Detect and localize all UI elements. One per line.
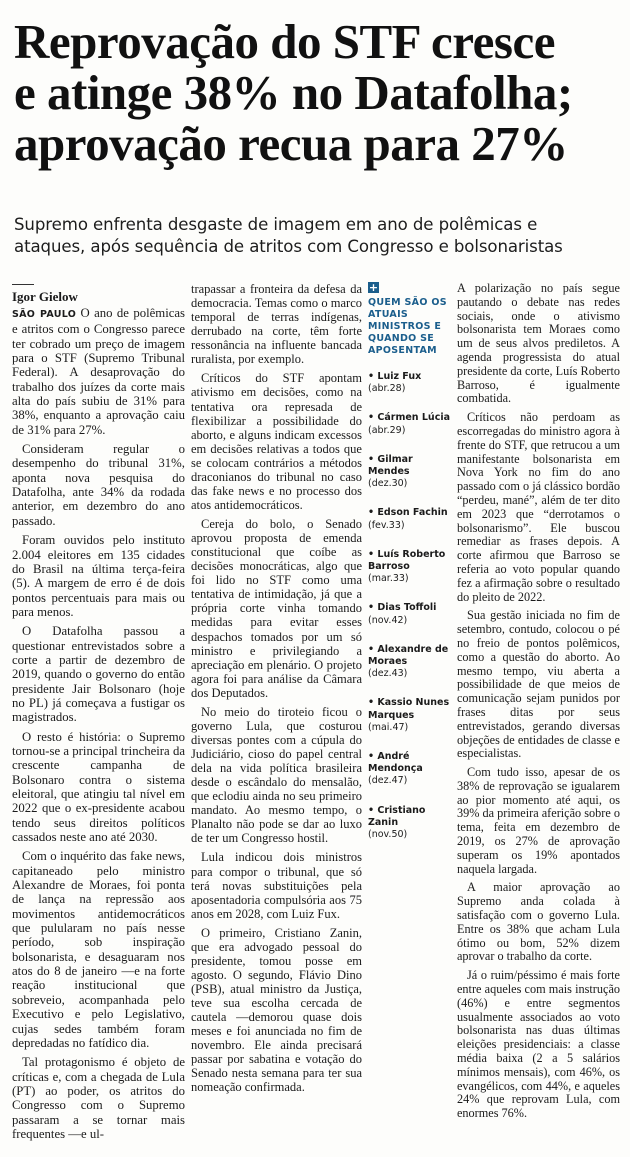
- retirement-date: (dez.47): [368, 775, 408, 787]
- plus-icon: +: [368, 281, 379, 294]
- subheadline-line: ataques, após sequência de atritos com Congresso e bolsonaristas: [14, 237, 563, 256]
- paragraph: Críticos não perdoam as escorregadas do ministro agora à frente do STF, que retrucou a um manifestante bolsonarista em Nova York no fim do ano passado com o já clássico bordão “perdeu, mané”, além de ter dito em 2023 que “derrotamos o bolsonarismo”. Ele buscou remediar as frases depois. A corte afirmou que Barroso se referia ao voto popular quando fez a afirmação sobre o resultado do pleito de 2022.: [457, 410, 620, 604]
- retirement-date: (abr.29): [368, 424, 406, 436]
- byline-rule: [12, 284, 34, 285]
- minister-name: • Cristiano Zanin: [368, 805, 425, 828]
- paragraph: A maior aprovação ao Supremo anda colada à satisfação com o governo Lula. Entre os 38% que acham Lula ótimo ou bom, 52% dizem aprovar o trabalho da corte.: [457, 880, 620, 964]
- paragraph: Tal protagonismo é objeto de críticas e, com a chegada de Lula (PT) ao poder, os atritos do Congresso com o Supremo passaram a se tornar mais frequentes —e ul-: [12, 1055, 185, 1141]
- paragraph: Lula indicou dois ministros para compor o tribunal, que só terá novas substituições pela aposentadoria compulsória aos 75 anos em 2028, com Luiz Fux.: [191, 850, 362, 921]
- paragraph: Com o inquérito das fake news, capitaneado pelo ministro Alexandre de Moraes, foi ponta de lança na repressão aos movimentos antidemocráticos que pulularam no país nesse período, sob inspiração bolsonarista, e desaguaram nos atos do 8 de janeiro —e na forte reação institucional que sobreveio, acompanhada pelo Executivo e pelo Legislativo, cujas sedes também foram depredadas no fatídico dia.: [12, 849, 185, 1050]
- paragraph: Foram ouvidos pelo instituto 2.004 eleitores em 135 cidades do Brasil na última terça-feira (5). A margem de erro é de dois pontos percentuais para mais ou para menos.: [12, 533, 185, 619]
- paragraph: A polarização no país segue pautando o debate nas redes sociais, onde o ativismo bolsonarista tem Moraes como um de seus alvos prediletos. A agenda progressista do atual presidente da corte, Luís Roberto Barroso, é igualmente combatida.: [457, 281, 620, 406]
- headline: [14, 16, 620, 169]
- paragraph: O resto é história: o Supremo tornou-se a principal trincheira da crescente campanha de Bolsonaro contra o sistema eleitoral, que atingiu tal nível em 2022 que o ex-presidente acabou tendo seus direitos políticos cassados neste ano até 2030.: [12, 729, 185, 845]
- sidebar-title: QUEM SÃO OS ATUAIS MINISTROS E QUANDO SE APOSENTAM: [368, 297, 447, 356]
- retirement-date: (nov.42): [368, 614, 408, 626]
- retirement-date: (abr.28): [368, 383, 406, 395]
- paragraph: Com tudo isso, apesar de os 38% de reprovação se igualarem ao pior momento até aqui, os 39% da primeira aferição sobre o tema, feita em dezembro de 2019, os 27% de aprovação superam os 19% apontados naquela largada.: [457, 765, 620, 876]
- retirement-date: (dez.43): [368, 668, 408, 680]
- minister-name: • Dias Toffoli: [368, 602, 436, 613]
- list-item: [368, 644, 450, 681]
- minister-name: • Kassio Nunes Marques: [368, 697, 449, 720]
- retirement-date: (dez.30): [368, 478, 408, 490]
- paragraph: trapassar a fronteira da defesa da democracia. Temas como o marco temporal de terras indígenas, derrubado na corte, têm forte ressonância na influente bancada ruralista, por exemplo.: [191, 282, 362, 367]
- paragraph: Sua gestão iniciada no fim de setembro, contudo, colocou o pé no freio de pontos polêmicos, como a questão do aborto. Ao mesmo tempo, viu aberta a possibilidade de que meios de comunicação sejam punidos por frases ditas por seus entrevistados, gerando diversas objeções de entidades de classe e especialistas.: [457, 608, 620, 761]
- minister-name: • Luiz Fux: [368, 371, 421, 382]
- subheadline: [14, 214, 620, 258]
- minister-name: • Luís Roberto Barroso: [368, 549, 445, 572]
- list-item: [368, 371, 450, 395]
- minister-name: • André Mendonça: [368, 751, 423, 774]
- retirement-date: (mar.33): [368, 573, 409, 585]
- ministers-sidebar: [368, 282, 450, 858]
- paragraph: O Datafolha passou a questionar entrevistados sobre a corte a partir de dezembro de 2019, quando o governo do então presidente Jair Bolsonaro (hoje no PL) já começava a fustigar os magistrados.: [12, 624, 185, 725]
- headline-line: e atinge 38% no Datafolha;: [14, 65, 573, 120]
- article-column-1: [12, 306, 185, 1146]
- list-item: [368, 412, 450, 436]
- list-item: [368, 507, 450, 531]
- article-column-2: [191, 282, 362, 1100]
- minister-name: • Alexandre de Moraes: [368, 644, 448, 667]
- minister-name: • Cármen Lúcia: [368, 412, 450, 423]
- paragraph: Cereja do bolo, o Senado aprovou proposta de emenda constitucional que coíbe as decisões monocráticas, algo que foi lido no STF como uma tentativa de intimidação, já que a própria corte vinha tomando medidas para evitar esses despachos tomados por um só ministro e privilegiando a apreciação em plenário. O projeto agora foi para análise da Câmara dos Deputados.: [191, 517, 362, 700]
- paragraph: [12, 306, 185, 437]
- list-item: [368, 454, 450, 491]
- retirement-date: (mai.47): [368, 721, 409, 733]
- list-item: [368, 805, 450, 842]
- list-item: [368, 697, 450, 734]
- headline-line: Reprovação do STF cresce: [14, 14, 555, 69]
- ministers-list: [368, 371, 450, 841]
- paragraph: Já o ruim/péssimo é mais forte entre aqueles com mais instrução (46%) e entre segmentos usualmente associados ao voto bolsonarista nas duas últimas eleições presidenciais: a classe média baixa (2 a 5 salários mínimos mensais), com 46%, os evangélicos, com 44%, e aqueles 24% que reprovam Lula, com enormes 76%.: [457, 968, 620, 1121]
- list-item: [368, 549, 450, 586]
- dateline-city: SÃO PAULO: [12, 309, 77, 320]
- paragraph: No meio do tiroteio ficou o governo Lula, que costurou diversas pontes com a cúpula do Judiciário, cioso do papel central dela na vida política brasileira desde o escândalo do mensalão, que eclodiu ainda no seu primeiro mandato. Ao mesmo tempo, o Planalto não pode se dar ao luxo de ter um Congresso hostil.: [191, 704, 362, 846]
- article-column-3: [457, 282, 620, 1126]
- paragraph: Críticos do STF apontam ativismo em decisões, como na tentativa ora represada de flexibilizar a possibilidade do aborto, e alguns indicam excessos em decisões relativas a todos que se colocam contrários a métodos draconianos do tribunal no caso das fake news e no processo dos atos antidemocráticos.: [191, 371, 362, 512]
- subheadline-line: Supremo enfrenta desgaste de imagem em ano de polêmicas e: [14, 215, 538, 234]
- author-name: Igor Gielow: [12, 289, 78, 304]
- list-item: [368, 751, 450, 788]
- paragraph: Consideram regular o desempenho do tribunal 31%, aponta nova pesquisa do Datafolha, ante 34% da rodada anterior, em dezembro do ano passado.: [12, 442, 185, 528]
- list-item: [368, 602, 450, 626]
- headline-line: aprovação recua para 27%: [14, 116, 568, 171]
- paragraph-text: O ano de polêmicas e atritos com o Congresso parece ter cobrado um preço de imagem para o STF (Supremo Tribunal Federal). A desaprovação do trabalho dos juízes da corte mais alta do país subiu de 31% para 38%, enquanto a aprovação caiu de 31% para 27%.: [12, 306, 186, 437]
- paragraph: O primeiro, Cristiano Zanin, que era advogado pessoal do presidente, tomou posse em agosto. O segundo, Flávio Dino (PSB), atual ministro da Justiça, teve sua escolha cercada de cautela —demorou quase dois meses e foi anunciada no fim de novembro. Ele ainda precisará passar por sabatina e votação do Senado nesta semana para ter sua nomeação confirmada.: [191, 925, 362, 1095]
- minister-name: • Gilmar Mendes: [368, 454, 413, 477]
- minister-name: • Edson Fachin: [368, 507, 448, 518]
- retirement-date: (nov.50): [368, 829, 408, 841]
- retirement-date: (fev.33): [368, 519, 405, 531]
